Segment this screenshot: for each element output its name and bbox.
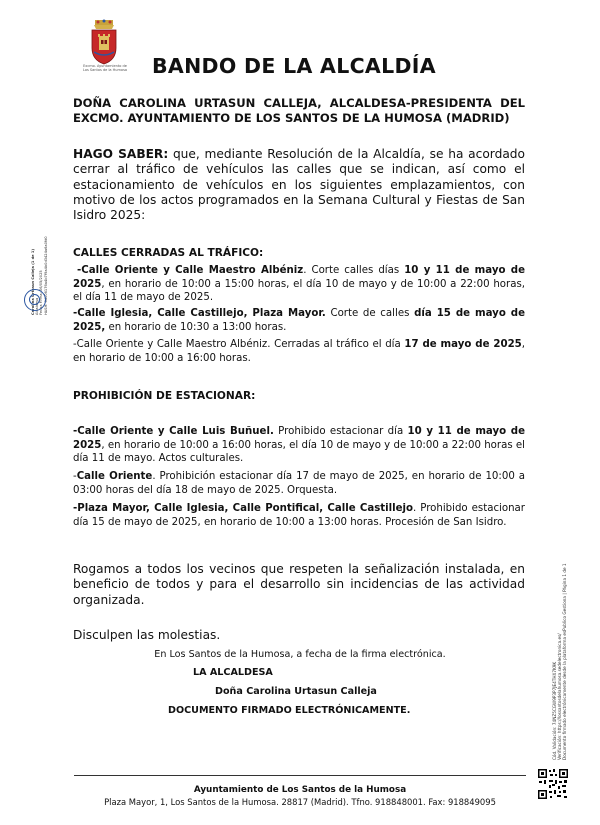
closure-2-dates: día 15 de mayo de 2025, bbox=[73, 308, 525, 333]
parking-3-streets: -Plaza Mayor, Calle Iglesia, Calle Pontifical, Calle Castillejo bbox=[73, 503, 414, 514]
closure-3-text: -Calle Oriente y Calle Maestro Albéniz. Cerradas al tráfico el día bbox=[73, 339, 405, 350]
parking-heading: PROHIBICIÓN DE ESTACIONAR: bbox=[73, 390, 256, 402]
closure-1-text: . Corte calles días bbox=[303, 265, 405, 276]
closure-2-streets: -Calle Iglesia, Calle Castillejo, Plaza Mayor. bbox=[73, 308, 326, 319]
closure-1-dates: 10 y 11 de mayo de 2025 bbox=[73, 265, 526, 290]
parking-2-text: . Prohibición estacionar día 17 de mayo de 2025, en horario de 10:00 a 03:00 horas del día 18 de mayo de 2025. Orquesta. bbox=[73, 471, 525, 496]
closure-3-dates: 17 de mayo de 2025 bbox=[404, 339, 522, 350]
validation-strip bbox=[530, 490, 600, 760]
intro-paragraph bbox=[73, 147, 525, 223]
side-right-line2: Verificación: https://lossantosdelahumosa.sedelectronica.es/ bbox=[557, 633, 562, 760]
parking-item-2 bbox=[73, 470, 525, 497]
closures-heading: CALLES CERRADAS AL TRÁFICO: bbox=[73, 247, 264, 259]
closure-1-streets: -Calle Oriente y Calle Maestro Albéniz bbox=[77, 265, 304, 276]
closure-1-hours: , en horario de 10:00 a 15:00 horas, el día 10 de mayo y de 10:00 a 22:00 horas, el día 11 de mayo de 2025. bbox=[73, 278, 525, 304]
parking-1-dates: 10 y 11 de mayo de 2025 bbox=[73, 426, 525, 451]
issuer-heading: DOÑA CAROLINA URTASUN CALLEJA, ALCALDESA-PRESIDENTA DEL EXCMO. AYUNTAMIENTO DE LOS SANTOS DE LA HUMOSA (MADRID) bbox=[73, 96, 525, 125]
closure-3-hours: , en horario de 10:00 a 16:00 horas. bbox=[73, 339, 526, 364]
document-title: BANDO DE LA ALCALDÍA bbox=[152, 54, 436, 78]
dateline: En Los Santos de la Humosa, a fecha de la firma electrónica. bbox=[154, 649, 446, 660]
closure-2-hours: en horario de 10:30 a 13:00 horas. bbox=[105, 321, 287, 333]
qr-code-icon bbox=[537, 768, 569, 800]
side-left-line3: Fecha Firma: 06/05/2025 bbox=[39, 270, 44, 315]
closure-item-3 bbox=[73, 338, 525, 365]
apology-text: Disculpen las molestias. bbox=[73, 628, 221, 642]
closure-item-2 bbox=[73, 307, 525, 334]
footer-divider bbox=[74, 775, 526, 776]
seal-icon bbox=[24, 289, 46, 311]
side-left-line1: Carolina Urtasun Calleja (1 de 1) bbox=[31, 248, 35, 315]
logo-caption-line1: Excmo. Ayuntamiento de bbox=[83, 64, 127, 68]
parking-3-text: . Prohibido estacionar día 15 de mayo de 2025, en horario de 10:00 a 13:00 horas. Procesión de San Isidro. bbox=[73, 503, 525, 528]
logo-caption-line2: Los Santos de la Humosa bbox=[82, 68, 128, 72]
parking-item-3 bbox=[73, 502, 525, 529]
side-left-line4: HASH: 6d006176a4b7f9a4b0d3424a6a0fd0 bbox=[43, 236, 48, 315]
closure-item-1 bbox=[73, 264, 525, 305]
closing-paragraph: Rogamos a todos los vecinos que respeten la señalización instalada, en beneficio de todos y para el desarrollo sin incidencias de las actividad organizada. bbox=[73, 562, 525, 607]
signature-note: DOCUMENTO FIRMADO ELECTRÓNICAMENTE. bbox=[168, 705, 411, 716]
parking-2-dash: - bbox=[73, 471, 77, 482]
footer-address: Plaza Mayor, 1, Los Santos de la Humosa. 28817 (Madrid). Tfno. 918848001. Fax: 918849095 bbox=[104, 797, 496, 807]
side-left-line2: Alcaldesa bbox=[35, 297, 40, 315]
parking-1-streets: -Calle Oriente y Calle Luis Buñuel. bbox=[73, 426, 274, 437]
footer-org: Ayuntamiento de Los Santos de la Humosa bbox=[193, 785, 407, 795]
validation-text bbox=[552, 490, 567, 760]
signature-role: LA ALCALDESA bbox=[193, 667, 273, 678]
parking-2-street: Calle Oriente bbox=[76, 471, 153, 482]
intro-lead: HAGO SABER: bbox=[73, 147, 169, 161]
parking-1-text: Prohibido estacionar día bbox=[273, 426, 408, 437]
side-right-line3: Documento firmado electrónicamente desde la plataforma esPublico Gestiona | Página 1 de 1 bbox=[562, 563, 567, 760]
parking-item-1 bbox=[73, 425, 525, 466]
signature-name: Doña Carolina Urtasun Calleja bbox=[215, 686, 377, 697]
logo-caption bbox=[68, 64, 142, 72]
closure-2-text: Corte de calles bbox=[325, 308, 415, 319]
intro-text: que, mediante Resolución de la Alcaldía, se ha acordado cerrar al tráfico de vehículos las calles que se indican, así como el estacionamiento de vehículos en los siguientes emplazamientos, con motivo de los actos programados en la Semana Cultural y Fiestas de San Isidro 2025: bbox=[73, 147, 525, 223]
parking-1-hours: , en horario de 10:00 a 16:00 horas, el día 10 de mayo y de 10:00 a 22:00 horas el día 11 de mayo. Actos culturales. bbox=[73, 439, 525, 465]
side-right-line1: Cód. Validación: 74NZ5CGW9P3P7JE4THX7K9K bbox=[552, 661, 557, 760]
